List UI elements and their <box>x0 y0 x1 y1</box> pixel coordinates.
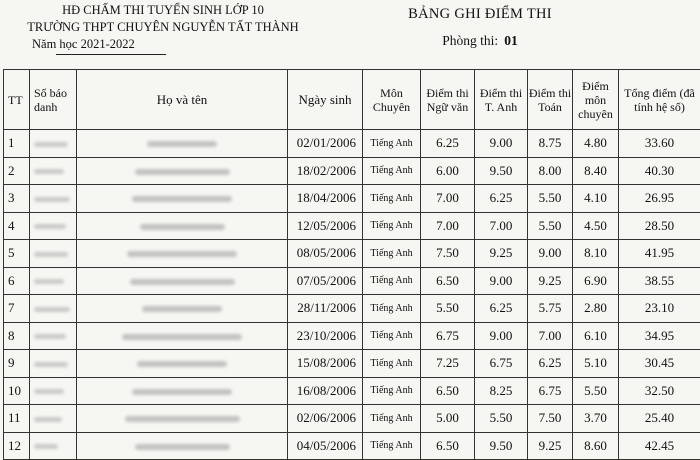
table-row <box>4 432 700 460</box>
col-header-mon: Môn Chuyên <box>363 70 421 130</box>
room-label: Phòng thi: <box>442 33 499 48</box>
council-title: HĐ CHẤM THI TUYỂN SINH LỚP 10 <box>62 3 264 17</box>
cell-name <box>77 322 288 350</box>
cell-tong: 34.95 <box>619 322 700 350</box>
redacted-name <box>132 196 232 202</box>
redacted-name <box>135 169 230 175</box>
cell-tong: 40.30 <box>619 157 700 185</box>
redacted-name <box>127 251 237 257</box>
cell-dob: 18/04/2006 <box>288 185 363 213</box>
cell-van: 5.50 <box>421 295 475 323</box>
col-header-anh: Điểm thi T. Anh <box>475 70 528 130</box>
table-row <box>4 295 700 323</box>
cell-dob: 07/05/2006 <box>288 267 363 295</box>
cell-tong: 38.55 <box>619 267 700 295</box>
cell-tt: 5 <box>4 240 30 268</box>
cell-van: 7.00 <box>421 212 475 240</box>
cell-dob: 16/08/2006 <box>288 377 363 405</box>
sheet-title: BẢNG GHI ĐIỂM THI <box>408 6 552 22</box>
cell-anh: 9.00 <box>475 322 528 350</box>
cell-toan: 6.75 <box>528 377 573 405</box>
cell-van: 7.25 <box>421 350 475 378</box>
cell-tt: 1 <box>4 130 30 158</box>
cell-sbd <box>30 350 77 378</box>
cell-tt: 3 <box>4 185 30 213</box>
cell-anh: 9.00 <box>475 130 528 158</box>
cell-tt: 11 <box>4 405 30 433</box>
cell-tt: 7 <box>4 295 30 323</box>
cell-tt: 6 <box>4 267 30 295</box>
cell-mon: Tiếng Anh <box>363 267 421 295</box>
cell-anh: 6.75 <box>475 350 528 378</box>
cell-dob: 18/02/2006 <box>288 157 363 185</box>
cell-chuyen: 4.80 <box>573 130 619 158</box>
cell-sbd <box>30 267 77 295</box>
cell-chuyen: 8.40 <box>573 157 619 185</box>
cell-tt: 4 <box>4 212 30 240</box>
table-row <box>4 267 700 295</box>
cell-dob: 12/05/2006 <box>288 212 363 240</box>
cell-sbd <box>30 432 77 460</box>
table-row <box>4 212 700 240</box>
cell-dob: 02/01/2006 <box>288 130 363 158</box>
cell-van: 5.00 <box>421 405 475 433</box>
cell-tong: 23.10 <box>619 295 700 323</box>
cell-mon: Tiếng Anh <box>363 185 421 213</box>
cell-sbd <box>30 130 77 158</box>
cell-anh: 9.50 <box>475 157 528 185</box>
cell-chuyen: 6.90 <box>573 267 619 295</box>
cell-mon: Tiếng Anh <box>363 240 421 268</box>
table-row <box>4 322 700 350</box>
cell-chuyen: 5.10 <box>573 350 619 378</box>
col-header-chuyen: Điểm môn chuyên <box>573 70 619 130</box>
cell-dob: 04/05/2006 <box>288 432 363 460</box>
school-year: Năm học 2021-2022 <box>32 37 135 51</box>
table-row <box>4 240 700 268</box>
cell-chuyen: 4.50 <box>573 212 619 240</box>
redacted-id <box>34 362 68 367</box>
cell-anh: 7.00 <box>475 212 528 240</box>
cell-sbd <box>30 322 77 350</box>
redacted-name <box>135 444 230 450</box>
redacted-id <box>34 169 64 174</box>
redacted-id <box>34 417 62 422</box>
cell-van: 6.50 <box>421 377 475 405</box>
redacted-name <box>140 224 225 230</box>
cell-name <box>77 130 288 158</box>
cell-tong: 28.50 <box>619 212 700 240</box>
cell-tong: 42.45 <box>619 432 700 460</box>
cell-dob: 23/10/2006 <box>288 322 363 350</box>
cell-toan: 9.25 <box>528 432 573 460</box>
cell-name <box>77 185 288 213</box>
cell-mon: Tiếng Anh <box>363 322 421 350</box>
cell-name <box>77 267 288 295</box>
cell-toan: 5.50 <box>528 185 573 213</box>
cell-van: 6.75 <box>421 322 475 350</box>
cell-chuyen: 4.10 <box>573 185 619 213</box>
cell-toan: 7.00 <box>528 322 573 350</box>
redacted-name <box>142 306 222 312</box>
cell-van: 6.50 <box>421 267 475 295</box>
cell-chuyen: 8.60 <box>573 432 619 460</box>
cell-dob: 28/11/2006 <box>288 295 363 323</box>
cell-tong: 30.45 <box>619 350 700 378</box>
cell-chuyen: 6.10 <box>573 322 619 350</box>
cell-anh: 9.00 <box>475 267 528 295</box>
cell-name <box>77 240 288 268</box>
cell-mon: Tiếng Anh <box>363 405 421 433</box>
col-header-tt: TT <box>4 70 30 130</box>
col-header-dob: Ngày sinh <box>288 70 363 130</box>
redacted-name <box>132 389 232 395</box>
cell-toan: 6.25 <box>528 350 573 378</box>
col-header-sbd: Số báo danh <box>30 70 77 130</box>
cell-anh: 9.50 <box>475 432 528 460</box>
cell-name <box>77 350 288 378</box>
redacted-id <box>34 252 68 257</box>
cell-dob: 15/08/2006 <box>288 350 363 378</box>
cell-anh: 8.25 <box>475 377 528 405</box>
table-row <box>4 130 700 158</box>
cell-anh: 6.25 <box>475 295 528 323</box>
cell-name <box>77 295 288 323</box>
redacted-name <box>125 416 240 422</box>
cell-name <box>77 432 288 460</box>
cell-tong: 33.60 <box>619 130 700 158</box>
redacted-name <box>122 334 242 340</box>
cell-van: 6.25 <box>421 130 475 158</box>
cell-chuyen: 2.80 <box>573 295 619 323</box>
cell-toan: 8.00 <box>528 157 573 185</box>
cell-chuyen: 5.50 <box>573 377 619 405</box>
redacted-id <box>34 334 66 339</box>
cell-toan: 5.50 <box>528 212 573 240</box>
redacted-id <box>34 389 64 394</box>
cell-tt: 2 <box>4 157 30 185</box>
cell-tong: 32.50 <box>619 377 700 405</box>
redacted-id <box>34 224 66 229</box>
school-year-underline <box>56 54 166 55</box>
cell-toan: 9.00 <box>528 240 573 268</box>
cell-toan: 8.75 <box>528 130 573 158</box>
redacted-name <box>130 279 235 285</box>
cell-name <box>77 212 288 240</box>
cell-van: 6.50 <box>421 432 475 460</box>
cell-sbd <box>30 185 77 213</box>
cell-anh: 6.25 <box>475 185 528 213</box>
cell-mon: Tiếng Anh <box>363 377 421 405</box>
cell-tt: 12 <box>4 432 30 460</box>
redacted-id <box>34 307 70 312</box>
cell-name <box>77 157 288 185</box>
cell-tong: 25.40 <box>619 405 700 433</box>
cell-mon: Tiếng Anh <box>363 432 421 460</box>
cell-name <box>77 377 288 405</box>
col-header-van: Điểm thi Ngữ văn <box>421 70 475 130</box>
cell-mon: Tiếng Anh <box>363 295 421 323</box>
col-header-name: Họ và tên <box>77 70 288 130</box>
cell-mon: Tiếng Anh <box>363 212 421 240</box>
header-left <box>18 2 308 55</box>
cell-mon: Tiếng Anh <box>363 157 421 185</box>
cell-sbd <box>30 377 77 405</box>
table-row <box>4 185 700 213</box>
table-row <box>4 350 700 378</box>
cell-tt: 8 <box>4 322 30 350</box>
redacted-name <box>147 141 217 147</box>
cell-mon: Tiếng Anh <box>363 130 421 158</box>
table-header-row <box>4 70 700 130</box>
cell-tong: 26.95 <box>619 185 700 213</box>
cell-sbd <box>30 405 77 433</box>
redacted-id <box>34 197 70 202</box>
cell-chuyen: 8.10 <box>573 240 619 268</box>
cell-sbd <box>30 295 77 323</box>
cell-van: 6.00 <box>421 157 475 185</box>
table-row <box>4 157 700 185</box>
cell-mon: Tiếng Anh <box>363 350 421 378</box>
table-row <box>4 405 700 433</box>
redacted-id <box>34 444 58 449</box>
col-header-tong: Tổng điểm (đã tính hệ số) <box>619 70 700 130</box>
cell-anh: 5.50 <box>475 405 528 433</box>
redacted-name <box>137 361 227 367</box>
cell-tt: 9 <box>4 350 30 378</box>
cell-van: 7.50 <box>421 240 475 268</box>
cell-toan: 7.50 <box>528 405 573 433</box>
cell-chuyen: 3.70 <box>573 405 619 433</box>
cell-sbd <box>30 157 77 185</box>
cell-sbd <box>30 212 77 240</box>
cell-van: 7.00 <box>421 185 475 213</box>
cell-anh: 9.25 <box>475 240 528 268</box>
col-header-toan: Điểm thi Toán <box>528 70 573 130</box>
room-line <box>380 30 580 52</box>
room-number: 01 <box>504 33 518 48</box>
table-row <box>4 377 700 405</box>
cell-dob: 08/05/2006 <box>288 240 363 268</box>
school-name: TRƯỜNG THPT CHUYÊN NGUYỄN TẤT THÀNH <box>27 20 299 34</box>
score-table <box>3 69 700 460</box>
cell-toan: 5.75 <box>528 295 573 323</box>
cell-tt: 10 <box>4 377 30 405</box>
cell-dob: 02/06/2006 <box>288 405 363 433</box>
header-right <box>380 4 580 52</box>
cell-tong: 41.95 <box>619 240 700 268</box>
redacted-id <box>34 279 64 284</box>
cell-sbd <box>30 240 77 268</box>
table-body <box>4 130 700 460</box>
redacted-id <box>34 142 68 147</box>
cell-toan: 9.25 <box>528 267 573 295</box>
cell-name <box>77 405 288 433</box>
